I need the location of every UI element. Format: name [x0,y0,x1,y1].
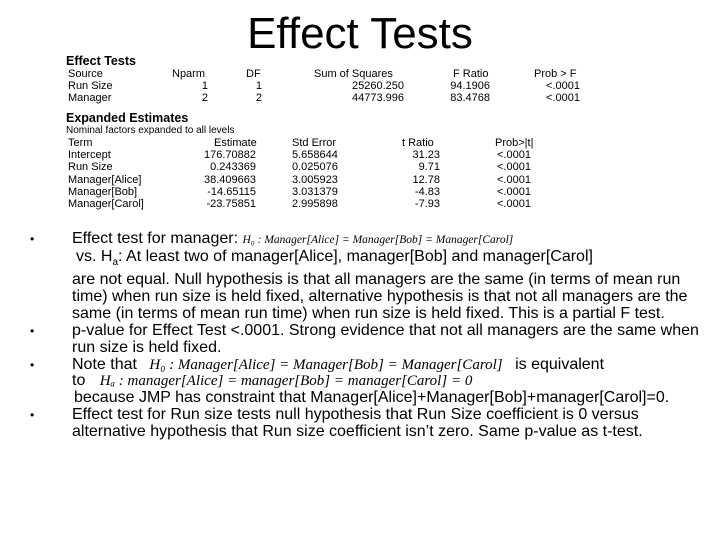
cell-probf: <.0001 [546,80,580,93]
bullet-text: : At least two of manager[Alice], manager[Bob] and manager[Carol] [118,247,593,265]
bullet-text: Effect test for Run size tests null hypothesis that Run Size coefficient is 0 versus alternative hypothesis that Run size coefficient isn’t zero. Same p-value as t-test. [72,406,643,441]
col-nparm: Nparm [172,68,206,80]
table-row [66,149,586,161]
cell-estimate: 38.409663 [204,173,256,186]
effect-tests-header-row [66,68,586,80]
bullet-run-size-test [30,407,710,441]
bullet-text: vs. H [76,247,113,265]
bullet-text: is equivalent [515,355,605,373]
cell-ss: 44773.996 [352,92,404,105]
cell-tratio: -4.83 [414,185,440,198]
cell-stderr: 5.658644 [292,149,338,162]
cell-fratio: 94.1906 [450,80,490,93]
bullet-text: to [72,372,86,390]
bullet-equivalence-note [30,357,710,408]
cell-stderr: 3.005923 [292,173,338,186]
cell-df: 2 [255,92,262,105]
cell-tratio: 9.71 [418,161,440,174]
cell-ss: 25260.250 [352,80,404,93]
cell-term: Manager[Alice] [68,173,142,186]
bullet-dot: • [30,408,35,423]
col-source: Source [68,68,103,80]
effect-tests-heading: Effect Tests [66,54,136,68]
cell-term: Run Size [68,161,113,174]
cell-probt: <.0001 [497,197,531,210]
table-row [66,161,586,173]
bullet-p-value [30,323,710,357]
cell-probt: <.0001 [497,149,531,162]
cell-nparm: 2 [201,92,208,105]
estimates-header-row [66,137,586,149]
alternative-formula: Hₐ : manager[Alice] = manager[Bob] = manager[Carol] = 0 [99,373,473,390]
col-fratio: F Ratio [453,68,489,80]
table-row [66,80,586,92]
col-probf: Prob > F [534,68,577,80]
cell-stderr: 3.031379 [292,185,338,198]
cell-probt: <.0001 [497,185,531,198]
cell-probt: <.0001 [497,161,531,174]
bullet-list [30,231,710,441]
cell-estimate: 176.70882 [204,149,256,162]
cell-term: Manager[Bob] [68,185,138,198]
cell-term: Manager[Carol] [68,197,144,210]
cell-tratio: -7.93 [414,197,440,210]
cell-source: Manager [68,92,112,105]
null-hypothesis-formula: H₀ : Manager[Alice] = Manager[Bob] = Manager[Carol] [242,234,514,246]
cell-stderr: 0.025076 [292,161,338,174]
table-row [66,198,586,210]
bullet-text: are not equal. Null hypothesis is that all managers are the same (in terms of mean run time) when run size is held fixed, alternative hypothesis is that not all managers are the same (in terms of mean run time) when run size is held fixed. This is a partial F test. [72,271,688,322]
table-row [66,174,586,186]
table-row [66,186,586,198]
cell-estimate: -23.75851 [206,197,256,210]
table-row [66,92,586,104]
bullet-dot: • [30,232,35,246]
bullet-text: p-value for Effect Test <.0001. Strong evidence that not all managers are the same when run size is held fixed. [72,321,699,356]
cell-stderr: 2.995898 [292,197,338,210]
cell-tratio: 31.23 [412,149,440,162]
bullet-dot: • [30,323,35,338]
jmp-output [66,54,586,210]
cell-estimate: 0.243369 [210,161,256,174]
cell-term: Intercept [68,149,111,162]
cell-probf: <.0001 [546,92,580,105]
cell-source: Run Size [68,80,113,93]
null-hypothesis-formula-2: H₀ : Manager[Alice] = Manager[Bob] = Manager[Carol] [149,356,503,373]
cell-fratio: 83.4768 [450,92,490,105]
cell-probt: <.0001 [497,173,531,186]
bullet-dot: • [30,357,35,372]
bullet-effect-test-manager [30,231,710,323]
col-tratio: t Ratio [402,137,434,150]
slide-title: Effect Tests [247,9,473,58]
col-term: Term [68,137,93,150]
bullet-text: because JMP has constraint that Manager[Alice]+Manager[Bob]+manager[Carol]=0. [74,389,670,407]
col-estimate: Estimate [214,137,257,150]
cell-nparm: 1 [201,80,208,93]
bullet-text: Effect test for manager: [72,230,239,247]
col-ss: Sum of Squares [314,68,393,80]
cell-df: 1 [255,80,262,93]
col-df: DF [246,68,261,80]
cell-tratio: 12.78 [412,173,440,186]
col-stderr: Std Error [292,137,337,150]
col-probt: Prob>|t| [495,137,534,150]
subscript-a: a [112,257,119,269]
bullet-text: Note that [72,355,137,373]
expanded-estimates-note: Nominal factors expanded to all levels [66,125,235,137]
cell-estimate: -14.65115 [207,185,256,198]
expanded-estimates-heading: Expanded Estimates [66,111,189,126]
